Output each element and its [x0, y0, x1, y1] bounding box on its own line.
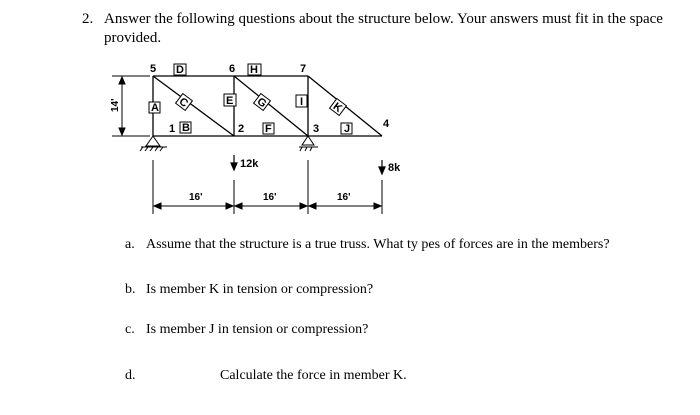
svg-text:B: B: [182, 122, 190, 134]
part-a-letter: a.: [125, 237, 135, 252]
member-label-d: [174, 64, 186, 76]
part-b-text: Is member K in tension or compression?: [146, 282, 374, 297]
svg-text:K: K: [330, 100, 345, 115]
question-text-line2: provided.: [104, 30, 162, 46]
question-number: 2.: [82, 11, 94, 27]
question-text-line1: Answer the following questions about the structure below. Your answers must fit in the space: [104, 11, 663, 27]
svg-text:H: H: [250, 64, 258, 76]
member-label-b: [180, 122, 191, 134]
member-label-k: [329, 99, 346, 117]
node-4-label: 4: [383, 118, 390, 130]
part-c-text: Is member J in tension or compression?: [146, 322, 369, 337]
member-label-i: [296, 95, 307, 108]
span-label-1: 16': [189, 192, 203, 203]
part-d-letter: d.: [125, 368, 136, 383]
svg-text:D: D: [176, 64, 184, 76]
member-label-e: [224, 94, 236, 107]
member-label-g: [253, 94, 270, 112]
svg-text:J: J: [344, 123, 351, 135]
part-b-letter: b.: [125, 282, 136, 297]
node-6-label: 6: [229, 63, 236, 75]
svg-text:G: G: [254, 95, 269, 111]
member-label-j: [341, 123, 352, 135]
load-12k-arrow: [231, 155, 237, 170]
part-d-text: Calculate the force in member K.: [220, 368, 407, 383]
part-a-text: Assume that the structure is a true truss. What ty pes of forces are in the members?: [146, 237, 610, 252]
load-8k-label: 8k: [388, 162, 401, 174]
node-7-label: 7: [300, 63, 307, 75]
svg-text:C: C: [176, 95, 191, 110]
node-3-label: 3: [313, 123, 320, 135]
span-label-3: 16': [337, 192, 351, 203]
svg-text:E: E: [226, 95, 234, 107]
member-label-h: [248, 64, 261, 76]
load-8k-arrow: [379, 160, 385, 174]
node-1-label: 1: [169, 123, 176, 135]
member-label-f: [263, 123, 274, 135]
node-5-label: 5: [150, 63, 157, 75]
member-c-line: [153, 76, 234, 136]
roller-support: [299, 136, 318, 151]
node-2-label: 2: [238, 123, 245, 135]
height-label: 14': [110, 98, 121, 112]
span-label-2: 16': [263, 192, 277, 203]
member-label-c: [175, 94, 192, 112]
member-label-a: [149, 102, 160, 114]
load-12k-label: 12k: [240, 158, 259, 170]
part-c-letter: c.: [125, 322, 135, 337]
svg-text:F: F: [265, 123, 272, 135]
pin-support: [140, 136, 167, 151]
span-dimension-lines: [153, 160, 382, 214]
svg-text:I: I: [300, 96, 304, 108]
svg-text:A: A: [151, 102, 159, 114]
